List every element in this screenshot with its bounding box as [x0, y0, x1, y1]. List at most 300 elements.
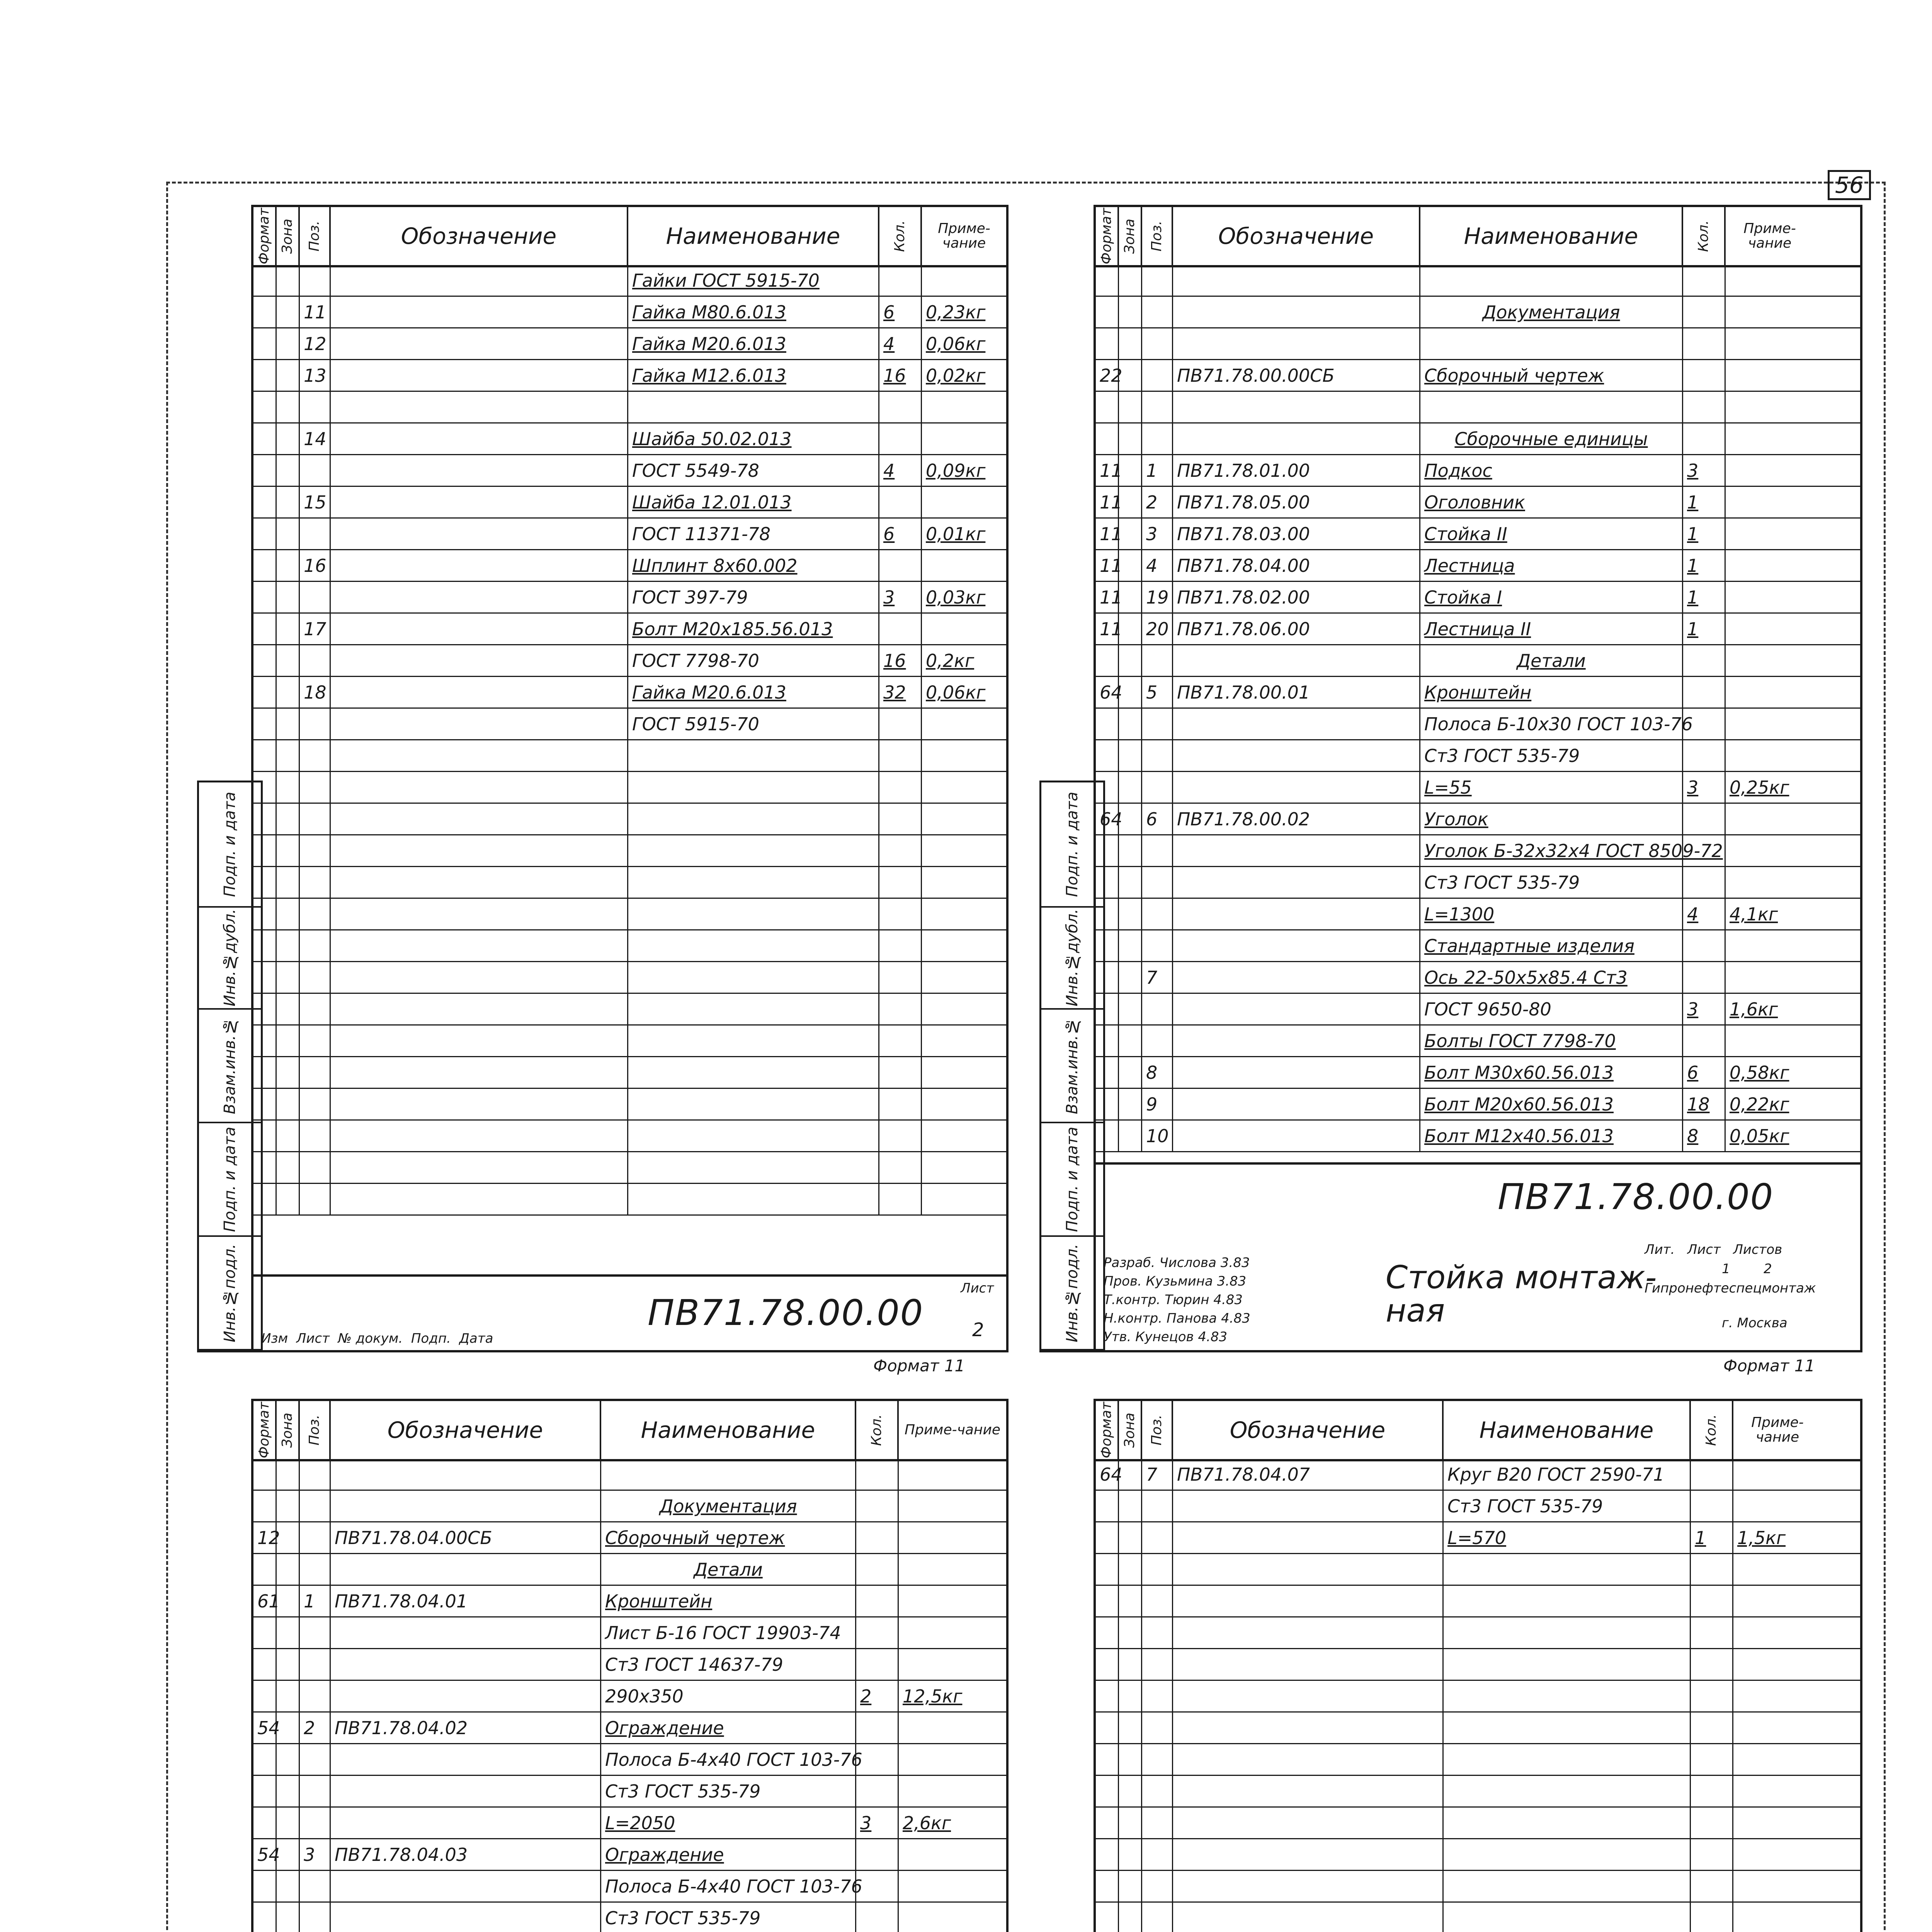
cell-name: L=55: [1420, 772, 1683, 803]
cell-zone: [277, 962, 300, 993]
cell-format: [253, 582, 277, 612]
cell-zone: [1119, 265, 1142, 296]
format-label: Формат 11: [873, 1356, 965, 1375]
cell-designation: [331, 423, 628, 454]
cell-qty: [879, 1121, 922, 1151]
cell-qty: [856, 1903, 899, 1932]
cell-designation: [1173, 1808, 1444, 1838]
cell-format: [1096, 1744, 1119, 1775]
cell-designation: [1173, 1744, 1444, 1775]
cell-qty: [1683, 709, 1726, 739]
cell-pos: [300, 1871, 331, 1901]
cell-qty: [856, 1776, 899, 1806]
cell-designation: ПВ71.78.00.00СБ: [1173, 360, 1420, 391]
cell-designation: ПВ71.78.04.00СБ: [331, 1522, 601, 1553]
cell-qty: 1: [1683, 582, 1726, 612]
cell-designation: [331, 930, 628, 961]
side-stamp-cell: [1041, 908, 1103, 1010]
cell-designation: [1173, 645, 1420, 676]
cell-format: [253, 328, 277, 359]
cell-zone: [1119, 740, 1142, 771]
cell-designation: [331, 677, 628, 707]
cell-format: [1096, 1839, 1119, 1870]
cell-name: [628, 835, 879, 866]
cell-designation: [1173, 1089, 1420, 1119]
cell-pos: [300, 1152, 331, 1183]
cell-qty: [1683, 740, 1726, 771]
cell-designation: [1173, 1057, 1420, 1088]
cell-name: ГОСТ 5549-78: [628, 455, 879, 486]
cell-name: 290x350: [601, 1681, 856, 1711]
cell-pos: [300, 1808, 331, 1838]
cell-zone: [277, 455, 300, 486]
cell-name: Ст3 ГОСТ 535-79: [1420, 867, 1683, 898]
cell-pos: [300, 1026, 331, 1056]
cell-zone: [277, 1903, 300, 1932]
cell-zone: [1119, 1057, 1142, 1088]
cell-zone: [277, 645, 300, 676]
cell-qty: 16: [879, 645, 922, 676]
cell-name: Лестница: [1420, 550, 1683, 581]
cell-qty: [1683, 930, 1726, 961]
cell-qty: [1691, 1459, 1733, 1490]
cell-name: Гайка М12.6.013: [628, 360, 879, 391]
table-row: [253, 1808, 1006, 1839]
cell-name: Лестница II: [1420, 614, 1683, 644]
cell-note: 0,06кг: [926, 333, 986, 354]
cell-name: Детали: [1420, 645, 1683, 676]
table-row: [253, 1903, 1006, 1932]
cell-pos: [300, 1057, 331, 1088]
cell-format: 11: [1096, 487, 1119, 517]
table-row: [1096, 930, 1860, 962]
cell-pos: [300, 645, 331, 676]
cell-name: ГОСТ 9650-80: [1420, 994, 1683, 1024]
cell-pos: [300, 265, 331, 296]
cell-qty: [879, 1026, 922, 1056]
cell-qty: 1: [1683, 487, 1726, 517]
cell-pos: 5: [1142, 677, 1173, 707]
cell-designation: ПВ71.78.00.01: [1173, 677, 1420, 707]
table-row: [1096, 1522, 1860, 1554]
side-stamp-label: Взам.инв.№: [221, 1017, 239, 1114]
cell-zone: [1119, 582, 1142, 612]
table-row: [253, 1554, 1006, 1586]
table-row: [1096, 1554, 1860, 1586]
cell-designation: [1173, 772, 1420, 803]
cell-note: 12,5кг: [903, 1686, 963, 1707]
cell-note: [922, 899, 1006, 929]
cell-note: [1726, 487, 1814, 517]
cell-note: [922, 709, 1006, 739]
cell-designation: [1173, 265, 1420, 296]
cell-note: [1726, 265, 1814, 296]
cell-pos: 20: [1142, 614, 1173, 644]
cell-qty: [879, 1184, 922, 1214]
cell-zone: [277, 1776, 300, 1806]
cell-zone: [1119, 328, 1142, 359]
cell-qty: [1683, 423, 1726, 454]
cell-qty: [1691, 1649, 1733, 1680]
cell-note: 0,09кг: [926, 460, 986, 481]
signatures: Разраб. Числова 3.83 Пров. Кузьмина 3.83 Т.контр. Тюрин 4.83 Н.контр. Панова 4.83 Утв. Кунецов 4.83: [1104, 1255, 1250, 1345]
table-row: [253, 772, 1006, 804]
organization: Гипронефтеспецмонтаж: [1645, 1281, 1816, 1296]
cell-zone: [1119, 645, 1142, 676]
cell-name: ГОСТ 11371-78: [628, 519, 879, 549]
cell-zone: [1119, 1617, 1142, 1648]
cell-note: [922, 1057, 1006, 1088]
table-row: [1096, 1617, 1860, 1649]
table-row: [253, 455, 1006, 487]
cell-zone: [277, 1586, 300, 1616]
cell-note: 0,01кг: [926, 524, 986, 544]
cell-designation: [1173, 867, 1420, 898]
table-row: [253, 1184, 1006, 1216]
cell-note: [1726, 423, 1814, 454]
table-row: [253, 645, 1006, 677]
cell-qty: 1: [1683, 550, 1726, 581]
cell-designation: [331, 297, 628, 327]
cell-note: 0,03кг: [926, 587, 986, 608]
cell-note: [1733, 1871, 1821, 1901]
cell-designation: [331, 550, 628, 581]
cell-qty: [1691, 1586, 1733, 1616]
cell-pos: [1142, 994, 1173, 1024]
cell-designation: [331, 867, 628, 898]
cell-note: [1726, 582, 1814, 612]
cell-designation: [331, 614, 628, 644]
side-stamp-cell: [199, 1123, 261, 1237]
cell-name: [628, 930, 879, 961]
cell-zone: [1119, 392, 1142, 422]
cell-designation: ПВ71.78.04.03: [331, 1839, 601, 1870]
cell-note: [1726, 962, 1814, 993]
cell-note: [1726, 1026, 1814, 1056]
cell-name: [1444, 1903, 1691, 1932]
cell-designation: [1173, 1121, 1420, 1151]
cell-pos: [1142, 423, 1173, 454]
cell-qty: [879, 1152, 922, 1183]
cell-format: [1096, 1903, 1119, 1932]
cell-pos: 3: [1142, 519, 1173, 549]
cell-designation: [331, 360, 628, 391]
cell-qty: [879, 835, 922, 866]
cell-designation: ПВ71.78.04.07: [1173, 1459, 1444, 1490]
cell-zone: [277, 1808, 300, 1838]
cell-note: [1726, 867, 1814, 898]
cell-designation: [1173, 709, 1420, 739]
table-row: [1096, 1744, 1860, 1776]
cell-note: [899, 1744, 1006, 1775]
cell-qty: [1691, 1871, 1733, 1901]
cell-qty: [1691, 1713, 1733, 1743]
cell-zone: [1119, 1554, 1142, 1585]
cell-designation: [1173, 328, 1420, 359]
cell-pos: 4: [1142, 550, 1173, 581]
cell-qty: [879, 740, 922, 771]
side-stamp-cell: [199, 908, 261, 1010]
cell-note: [1733, 1617, 1821, 1648]
cell-qty: 1: [1691, 1522, 1733, 1553]
cell-pos: [300, 835, 331, 866]
table-row: [1096, 392, 1860, 423]
cell-note: [922, 614, 1006, 644]
cell-name: [628, 899, 879, 929]
spec-rows: [253, 265, 1006, 1216]
cell-qty: 1: [1683, 519, 1726, 549]
table-header: Формат Зона Поз. Обозначение Наименование Кол. Приме-чание: [1096, 207, 1860, 267]
table-row: [1096, 455, 1860, 487]
cell-zone: [277, 804, 300, 834]
cell-format: [1096, 1554, 1119, 1585]
cell-qty: [1683, 645, 1726, 676]
cell-pos: [1142, 1586, 1173, 1616]
table-row: [253, 1586, 1006, 1617]
cell-pos: [300, 1681, 331, 1711]
cell-pos: [300, 804, 331, 834]
cell-qty: [856, 1713, 899, 1743]
cell-designation: [331, 1089, 628, 1119]
cell-note: [922, 1026, 1006, 1056]
cell-zone: [1119, 1871, 1142, 1901]
cell-name: Кронштейн: [601, 1586, 856, 1616]
side-stamp-cell: [199, 1010, 261, 1123]
cell-pos: [300, 1522, 331, 1553]
cell-name: Полоса Б-4x40 ГОСТ 103-76: [601, 1744, 856, 1775]
cell-pos: [1142, 930, 1173, 961]
table-row: [1096, 614, 1860, 645]
cell-note: [899, 1459, 1006, 1490]
table-row: [1096, 1459, 1860, 1491]
cell-qty: [856, 1839, 899, 1870]
cell-name: [628, 1057, 879, 1088]
cell-pos: 11: [300, 297, 331, 327]
cell-name: Ст3 ГОСТ 535-79: [601, 1776, 856, 1806]
cell-qty: [856, 1554, 899, 1585]
cell-name: L=2050: [601, 1808, 856, 1838]
cell-name: Уголок: [1420, 804, 1683, 834]
cell-qty: [1691, 1808, 1733, 1838]
cell-note: 0,02кг: [926, 365, 986, 386]
cell-qty: [879, 772, 922, 803]
cell-pos: [1142, 1491, 1173, 1521]
cell-qty: [856, 1459, 899, 1490]
cell-format: [1096, 645, 1119, 676]
cell-pos: 16: [300, 550, 331, 581]
cell-designation: [331, 740, 628, 771]
cell-pos: [300, 994, 331, 1024]
cell-note: [1726, 392, 1814, 422]
side-stamp-label: Подп. и дата: [1063, 1126, 1081, 1232]
cell-format: [1096, 709, 1119, 739]
cell-pos: 9: [1142, 1089, 1173, 1119]
cell-pos: [300, 1903, 331, 1932]
cell-name: [628, 962, 879, 993]
cell-note: [899, 1649, 1006, 1680]
table-row: [253, 1681, 1006, 1713]
table-row: [1096, 582, 1860, 614]
cell-format: [253, 1808, 277, 1838]
cell-qty: 3: [1683, 772, 1726, 803]
table-row: [253, 392, 1006, 423]
cell-format: [1096, 1522, 1119, 1553]
cell-pos: [1142, 1649, 1173, 1680]
cell-note: [899, 1586, 1006, 1616]
cell-qty: [1691, 1617, 1733, 1648]
cell-zone: [277, 1871, 300, 1901]
cell-qty: [879, 899, 922, 929]
cell-zone: [1119, 1808, 1142, 1838]
table-row: [1096, 1586, 1860, 1617]
cell-name: [628, 1089, 879, 1119]
cell-note: [899, 1871, 1006, 1901]
cell-name: [628, 772, 879, 803]
cell-designation: [331, 1152, 628, 1183]
cell-qty: [856, 1617, 899, 1648]
cell-zone: [1119, 423, 1142, 454]
table-row: [253, 1491, 1006, 1522]
table-row: [253, 994, 1006, 1026]
table-row: [1096, 709, 1860, 740]
cell-name: Ст3 ГОСТ 535-79: [1420, 740, 1683, 771]
table-row: [253, 582, 1006, 614]
cell-note: 1,6кг: [1730, 999, 1778, 1020]
cell-pos: [300, 709, 331, 739]
cell-zone: [277, 1089, 300, 1119]
table-row: [1096, 1491, 1860, 1522]
cell-qty: [1691, 1554, 1733, 1585]
table-row: [1096, 1026, 1860, 1057]
cell-note: [1726, 328, 1814, 359]
table-row: [1096, 867, 1860, 899]
cell-zone: [1119, 899, 1142, 929]
cell-zone: [277, 930, 300, 961]
cell-designation: [331, 1026, 628, 1056]
cell-name: [628, 804, 879, 834]
cell-pos: 1: [300, 1586, 331, 1616]
cell-name: Ограждение: [601, 1839, 856, 1870]
city: г. Москва: [1722, 1315, 1787, 1331]
cell-name: [1444, 1808, 1691, 1838]
cell-format: [253, 423, 277, 454]
cell-note: [922, 1152, 1006, 1183]
cell-qty: [1683, 804, 1726, 834]
cell-note: 0,05кг: [1730, 1126, 1789, 1146]
cell-pos: 10: [1142, 1121, 1173, 1151]
cell-pos: [300, 455, 331, 486]
cell-name: Документация: [1420, 297, 1683, 327]
table-row: [1096, 994, 1860, 1026]
cell-name: [628, 1152, 879, 1183]
cell-designation: [331, 645, 628, 676]
cell-pos: 7: [1142, 962, 1173, 993]
side-stamp-cell: [1041, 1237, 1103, 1350]
cell-note: [1726, 930, 1814, 961]
cell-zone: [1119, 1903, 1142, 1932]
table-row: [253, 423, 1006, 455]
cell-name: Оголовник: [1420, 487, 1683, 517]
cell-pos: [300, 772, 331, 803]
cell-designation: [331, 455, 628, 486]
cell-pos: [1142, 1808, 1173, 1838]
cell-qty: [1683, 297, 1726, 327]
table-row: [253, 1649, 1006, 1681]
cell-name: Документация: [601, 1491, 856, 1521]
cell-note: [899, 1617, 1006, 1648]
cell-designation: [1173, 1522, 1444, 1553]
cell-zone: [1119, 1776, 1142, 1806]
cell-designation: [1173, 1681, 1444, 1711]
cell-qty: [879, 804, 922, 834]
cell-note: [1733, 1649, 1821, 1680]
cell-format: 11: [1096, 455, 1119, 486]
cell-note: [1726, 297, 1814, 327]
cell-qty: [879, 487, 922, 517]
cell-qty: [856, 1522, 899, 1553]
side-stamp-label: Инв.№дубл.: [221, 909, 239, 1007]
cell-name: Ст3 ГОСТ 535-79: [1444, 1491, 1691, 1521]
cell-pos: [300, 1121, 331, 1151]
cell-name: Гайки ГОСТ 5915-70: [628, 265, 879, 296]
cell-qty: [1683, 265, 1726, 296]
cell-pos: 8: [1142, 1057, 1173, 1088]
cell-designation: [331, 265, 628, 296]
cell-qty: [879, 265, 922, 296]
cell-designation: [331, 1491, 601, 1521]
side-stamp-label: Инв.№подл.: [221, 1243, 239, 1342]
cell-note: [899, 1491, 1006, 1521]
cell-note: [922, 930, 1006, 961]
cell-note: [1726, 677, 1814, 707]
cell-designation: [331, 962, 628, 993]
cell-zone: [277, 550, 300, 581]
side-stamp-cell: [1041, 1123, 1103, 1237]
cell-designation: [331, 392, 628, 422]
cell-pos: 17: [300, 614, 331, 644]
cell-designation: [331, 1903, 601, 1932]
cell-name: Ограждение: [601, 1713, 856, 1743]
table-row: [1096, 1903, 1860, 1932]
spec-rows: [253, 1459, 1006, 1932]
cell-designation: [331, 487, 628, 517]
cell-zone: [277, 519, 300, 549]
cell-pos: [300, 899, 331, 929]
cell-format: 11: [1096, 582, 1119, 612]
cell-note: 0,25кг: [1730, 777, 1789, 798]
cell-qty: 4: [879, 328, 922, 359]
cell-qty: [856, 1649, 899, 1680]
table-row: [253, 1459, 1006, 1491]
cell-name: Стандартные изделия: [1420, 930, 1683, 961]
table-header: Формат Зона Поз. Обозначение Наименование Кол. Приме-чание: [253, 1401, 1006, 1461]
cell-qty: [1683, 392, 1726, 422]
cell-note: [1726, 709, 1814, 739]
table-row: [1096, 804, 1860, 835]
cell-zone: [1119, 1026, 1142, 1056]
cell-zone: [1119, 550, 1142, 581]
cell-note: [1726, 804, 1814, 834]
cell-note: [922, 550, 1006, 581]
cell-qty: [1691, 1903, 1733, 1932]
cell-note: [922, 994, 1006, 1024]
cell-designation: [1173, 1776, 1444, 1806]
cell-zone: [277, 740, 300, 771]
cell-note: [922, 265, 1006, 296]
cell-designation: [1173, 1839, 1444, 1870]
table-row: [253, 1089, 1006, 1121]
cell-zone: [277, 360, 300, 391]
